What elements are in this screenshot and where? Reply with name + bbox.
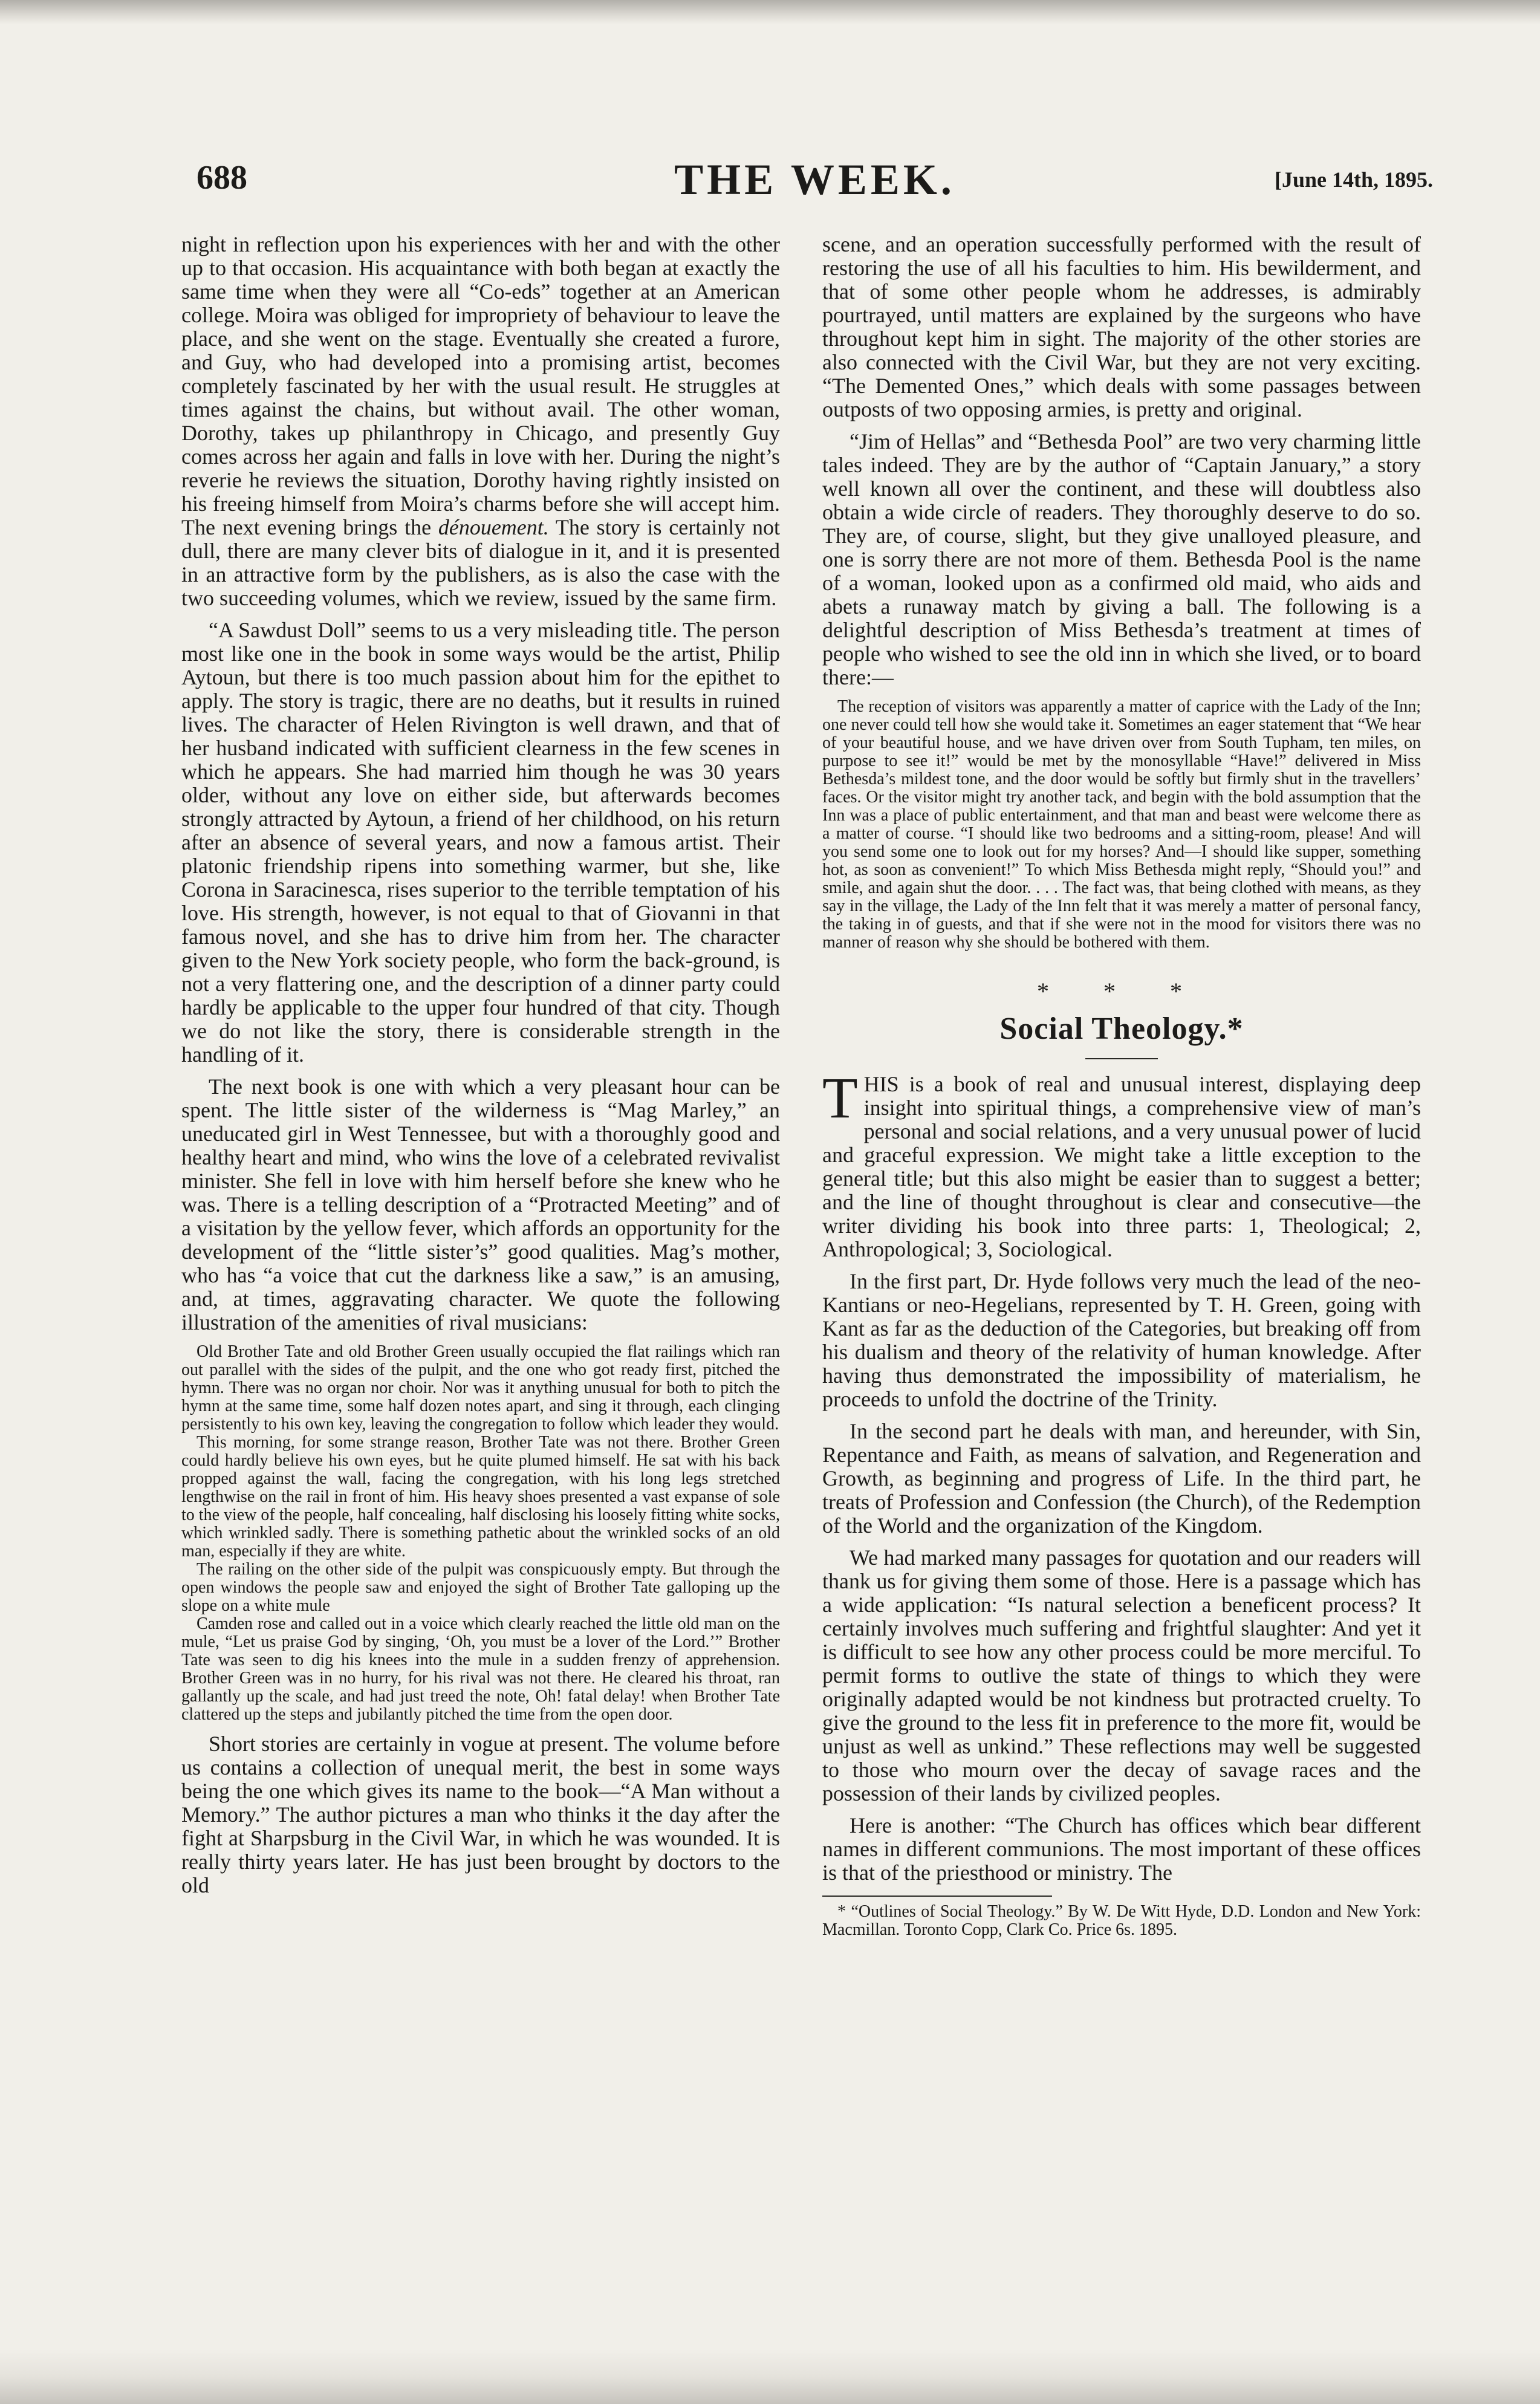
- page-header: [197, 155, 1433, 207]
- left-column: [181, 233, 780, 2349]
- drop-cap: T: [822, 1065, 858, 1130]
- footnote-rule: [822, 1896, 1052, 1897]
- footnote: * “Outlines of Social Theology.” By W. De Witt Hyde, D.D. London and New York: Macmillan. Toronto Copp, Clark Co. Price 6s. 1895.: [822, 1902, 1421, 1939]
- title-rule: [1085, 1058, 1158, 1059]
- quote-paragraph: Camden rose and called out in a voice which clearly reached the little old man on the mule, “Let us praise God by singing, ‘Oh, you must be a lover of the Lord.’” Brother Tate was seen to dig his knees into the mule in a sudden frenzy of apprehension. Brother Green was in no hurry, for his rival was not there. He cleared his throat, ran gallantly up the scale, and had just treed the note, Oh! fatal delay! when Brother Tate clattered up the steps and jubilantly pitched the time from the open door.: [181, 1614, 780, 1724]
- paragraph: In the first part, Dr. Hyde follows very much the lead of the neo-Kantians or neo-Hegelians, represented by T. H. Green, going with Kant as far as the deduction of the Categories, but breaking off from his dualism and theory of the relativity of human knowledge. After having thus demonstrated the impossibility of materialism, he proceeds to unfold the doctrine of the Trinity.: [822, 1269, 1421, 1411]
- paragraph: “A Sawdust Doll” seems to us a very misleading title. The person most like one in the book in some ways would be the artist, Philip Aytoun, but there is too much passion about him for the epithet to apply. The story is tragic, there are no deaths, but it results in ruined lives. The character of Helen Rivington is well drawn, and that of her husband indicated with sufficient clearness in the few scenes in which he appears. She had married him though he was 30 years older, without any love on either side, but afterwards becomes strongly attracted by Aytoun, a friend of her childhood, on his return after an absence of several years, and now a famous artist. Their platonic friendship ripens into something warmer, but she, like Corona in Saracinesca, rises superior to the terrible temptation of his love. His strength, however, is not equal to that of Giovanni in that famous novel, and she has to drive him from her. The character given to the New York society people, who form the back-ground, is not a very flattering one, and the description of a dinner party could hardly be applicable to the upper four hundred of that city. Though we do not like the story, there is considerable strength in the handling of it.: [181, 618, 780, 1067]
- page-edge-shadow-top: [0, 0, 1540, 24]
- quote-paragraph: Old Brother Tate and old Brother Green usually occupied the flat railings which ran out parallel with the sides of the pulpit, and the one who got ready first, pitched the hymn. There was no organ nor choir. Nor was it anything unusual for both to pitch the hymn at the same time, some half dozen notes apart, and sing it through, each clinging persistently to his own key, leaving the congregation to follow which leader they would.: [181, 1342, 780, 1434]
- page-number: 688: [197, 159, 247, 197]
- paragraph: “Jim of Hellas” and “Bethesda Pool” are two very charming little tales indeed. They are by the author of “Captain January,” a story well known all over the continent, and these will doubtless also obtain a wide circle of readers. They thoroughly deserve to do so. They are, of course, slight, but they give unalloyed pleasure, and one is sorry there are not more of them. Bethesda Pool is the name of a woman, looked upon as a confirmed old maid, who aids and abets a runaway match by giving a ball. The following is a delightful description of Miss Bethesda’s treatment at times of people who wished to see the old inn in which she lived, or to board there:—: [822, 429, 1421, 689]
- quote-paragraph: The railing on the other side of the pulpit was conspicuously empty. But through the open windows the people saw and enjoyed the sight of Brother Tate galloping up the slope on a white mule: [181, 1560, 780, 1615]
- paragraph: scene, and an operation successfully performed with the result of restoring the use of all his faculties to him. His bewilderment, and that of some other people whom he addresses, is admirably pourtrayed, until matters are explained by the surgeons who have throughout kept him in sight. The majority of the other stories are also connected with the Civil War, but they are not very exciting. “The Demented Ones,” which deals with some passages between outposts of two opposing armies, is pretty and original.: [822, 233, 1421, 421]
- paragraph: In the second part he deals with man, and hereunder, with Sin, Repentance and Faith, as means of salvation, and Regeneration and Growth, as beginning and progress of Life. In the third part, he treats of Profession and Confession (the Church), of the Redemption of the World and the organization of the Kingdom.: [822, 1419, 1421, 1538]
- section-divider-stars: * * *: [1037, 978, 1206, 1005]
- paragraph: Here is another: “The Church has offices which bear different names in different communions. The most important of these offices is that of the priesthood or ministry. The: [822, 1813, 1421, 1885]
- issue-date: [June 14th, 1895.: [1274, 167, 1433, 192]
- paragraph: night in reflection upon his experiences with her and with the other up to that occasion. His acquaintance with both began at exactly the same time when they were all “Co-eds” together at an American college. Moira was obliged for impropriety of behaviour to leave the place, and she went on the stage. Eventually she created a furore, and Guy, who had developed into a promising artist, becomes completely fascinated by her with the usual result. He struggles at times against the chains, but without avail. The other woman, Dorothy, takes up philanthropy in Chicago, and presently Guy comes across her again and falls in love with her. During the night’s reverie he reviews the situation, Dorothy having rightly insisted on his freeing himself from Moira’s charms before she will accept him. The next evening brings the dénouement. The story is certainly not dull, there are many clever bits of dialogue in it, and it is presented in an attractive form by the publishers, as is also the case with the two succeeding volumes, which we review, issued by the same firm.: [181, 233, 780, 610]
- paragraph: Short stories are certainly in vogue at present. The volume before us contains a collection of unequal merit, the best in some ways being the one which gives its name to the book—“A Man without a Memory.” The author pictures a man who thinks it the day after the fight at Sharpsburg in the Civil War, in which he was wounded. It is really thirty years later. He has just been brought by doctors to the old: [181, 1732, 780, 1897]
- masthead-title: THE WEEK.: [674, 155, 955, 204]
- quote-paragraph: The reception of visitors was apparently a matter of caprice with the Lady of the Inn; one never could tell how she would take it. Sometimes an eager statement that “We hear of your beautiful house, and we have driven over from South Tupham, ten miles, on purpose to see it!” would be met by the monosyllable “Have!” delivered in Miss Bethesda’s mildest tone, and the door would be softly but firmly shut in the travellers’ faces. Or the visitor might try another tack, and begin with the bold assumption that the Inn was a place of public entertainment, and that man and beast were welcome there as a matter of course. “I should like two bedrooms and a sitting-room, please! And will you send some one to look out for my horses? And—I should like supper, something hot, as soon as convenient!” To which Miss Bethesda might reply, “Should you!” and smile, and again shut the door. . . . The fact was, that being clothed with means, as they say in the village, the Lady of the Inn felt that it was merely a matter of personal fancy, the taking in of guests, and that if she were not in the mood for visitors there was no manner of reason why she should be bothered with them.: [822, 697, 1421, 952]
- section-title: Social Theology.*: [999, 1012, 1244, 1046]
- paragraph: THIS is a book of real and unusual interest, displaying deep insight into spiritual things, a comprehensive view of man’s personal and social relations, and a very unusual power of lucid and graceful expression. We might take a little exception to the general title; but this also might be easier than to suggest a better; and the line of thought throughout is clear and consecutive—the writer dividing his book into three parts: 1, Theological; 2, Anthropological; 3, Sociological.: [822, 1065, 1421, 1261]
- paragraph: The next book is one with which a very pleasant hour can be spent. The little sister of the wilderness is “Mag Marley,” an uneducated girl in West Tennessee, but with a thoroughly good and healthy heart and mind, who wins the love of a celebrated revivalist minister. She fell in love with him herself before she knew who he was. There is a telling description of a “Protracted Meeting” and of a visitation by the yellow fever, which affords an opportunity for the development of the “little sister’s” good qualities. Mag’s mother, who has “a voice that cut the darkness like a saw,” is an amusing, and, at times, aggravating character. We quote the following illustration of the amenities of rival musicians:: [181, 1074, 780, 1334]
- right-column: [822, 233, 1421, 2349]
- quote-paragraph: This morning, for some strange reason, Brother Tate was not there. Brother Green could hardly believe his own eyes, but he quite plumed himself. He sat with his back propped against the wall, facing the congregation, with his long legs stretched lengthwise on the rail in front of him. His heavy shoes presented a vast expanse of sole to the view of the people, half concealing, half disclosing his loosely fitting white socks, which wrinkled sadly. There is something pathetic about the wrinkled socks of an old man, especially if they are white.: [181, 1433, 780, 1561]
- paragraph: We had marked many passages for quotation and our readers will thank us for giving them some of those. Here is a passage which has a wide application: “Is natural selection a beneficent process? It certainly involves much suffering and frightful slaughter: And yet it is difficult to see how any other process could be more merciful. To permit forms to outlive the state of things to which they were originally adapted would be not kindness but protracted cruelty. To give the ground to the less fit in preference to the more fit, would be unjust as well as unkind.” These reflections may well be suggested to those who mourn over the decay of savage races and the possession of their lands by civilized peoples.: [822, 1545, 1421, 1805]
- page-edge-shadow-bottom: [0, 2350, 1540, 2404]
